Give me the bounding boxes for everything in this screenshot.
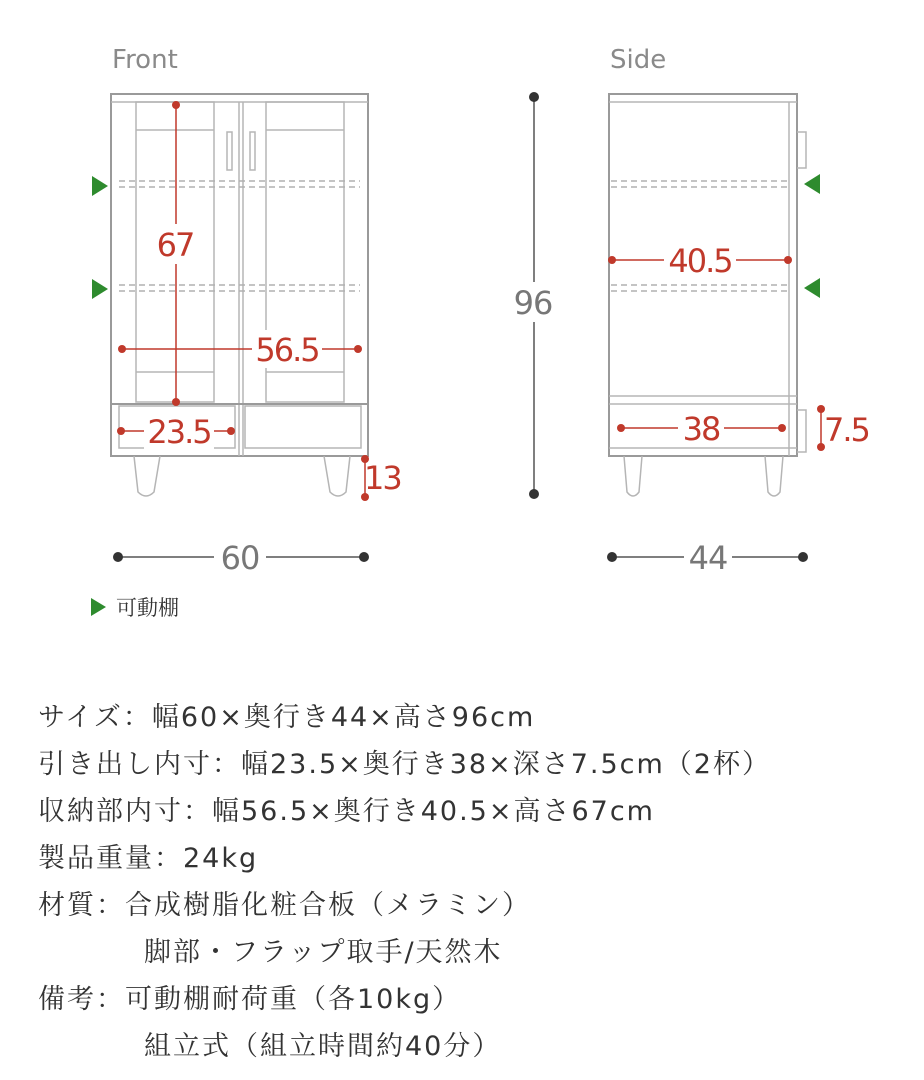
front-inner-width-dimension [118,330,362,369]
spec-weight: 製品重量： 24kg [38,843,259,874]
spec-list [38,694,918,1070]
spec-material-cont: 脚部・フラップ取手/天然木 [144,937,503,968]
front-shelf-marker-lower-icon [92,279,108,299]
legend-marker-icon [91,598,106,616]
front-shelf-marker-upper-icon [92,176,108,196]
front-view-label: Front [112,45,178,75]
side-shelf-marker-upper-icon [804,174,820,194]
side-drawer-height-value: 7.5 [824,411,869,449]
total-height-dimension [508,92,560,499]
front-leg-height-value: 13 [364,459,401,497]
front-inner-height-dimension [150,101,200,406]
front-inner-height-value: 67 [156,226,194,264]
side-drawer-height-dimension [817,405,869,451]
front-total-width-dimension [113,538,369,577]
spec-storage-inner: 収納部内寸： 幅56.5×奥行き40.5×高さ67cm [38,796,655,827]
side-total-depth-value: 44 [688,539,728,577]
spec-drawer-inner: 引き出し内寸： 幅23.5×奥行き38×深さ7.5cm（2杯） [38,749,771,780]
side-drawer-depth-value: 38 [682,410,720,448]
side-drawer-depth-dimension [617,410,786,448]
side-view-label: Side [610,45,667,75]
spec-notes: 備考： 可動棚耐荷重（各10kg） [38,984,462,1015]
total-height-value: 96 [513,284,553,322]
front-leg-height-dimension [361,455,401,501]
spec-notes-cont: 組立式（組立時間約40分） [144,1031,502,1062]
front-total-width-value: 60 [220,539,260,577]
side-inner-depth-dimension [608,241,792,280]
front-drawer-width-dimension [117,413,235,451]
front-drawer-width-value: 23.5 [147,413,211,451]
side-inner-depth-value: 40.5 [668,242,732,280]
spec-material: 材質： 合成樹脂化粧合板（メラミン） [38,890,531,921]
side-shelf-marker-lower-icon [804,278,820,298]
side-total-depth-dimension [607,538,808,577]
front-inner-width-value: 56.5 [255,331,319,369]
spec-size: サイズ： 幅60×奥行き44×高さ96cm [38,702,536,733]
legend-label: 可動棚 [116,596,179,620]
